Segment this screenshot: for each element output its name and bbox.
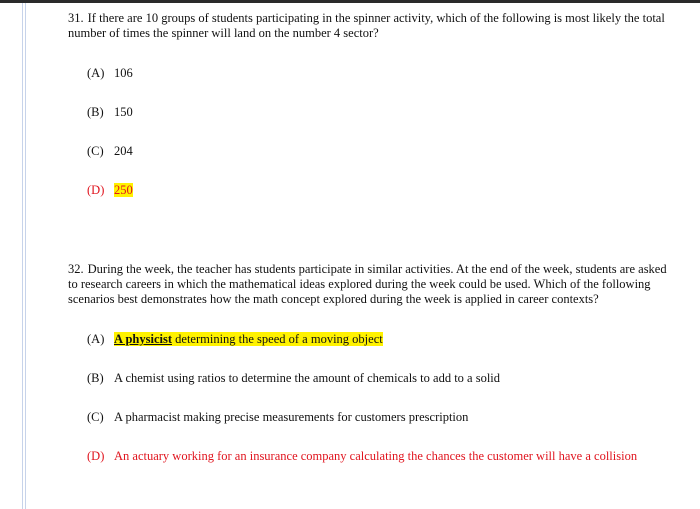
q31-option-d[interactable] — [87, 183, 133, 198]
question-32 — [68, 262, 668, 307]
q31-option-b-label: (B) — [87, 105, 104, 119]
q31-option-c-text: 204 — [114, 144, 133, 158]
q32-option-b-text: A chemist using ratios to determine the amount of chemicals to add to a solid — [114, 371, 501, 385]
q32-option-d-label: (D) — [87, 449, 105, 463]
q31-option-b-text: 150 — [114, 105, 133, 119]
question-32-number: 32. — [68, 262, 84, 276]
q32-option-a-text: determining the speed of a moving object — [172, 332, 383, 346]
q31-option-b[interactable] — [87, 105, 133, 120]
q32-option-b[interactable] — [87, 371, 500, 386]
q32-option-a[interactable] — [87, 332, 383, 347]
q31-option-a-label: (A) — [87, 66, 105, 80]
q32-option-a-text-wrap — [114, 332, 383, 346]
q32-option-a-highlight: A physicist — [114, 332, 173, 346]
question-31-number: 31. — [68, 11, 84, 25]
q32-option-d-text: An actuary working for an insurance company calculating the chances the customer will have a collision — [114, 449, 638, 463]
q31-option-c-label: (C) — [87, 144, 104, 158]
q32-option-b-label: (B) — [87, 371, 104, 385]
q32-option-a-label: (A) — [87, 332, 105, 346]
q31-option-a-text: 106 — [114, 66, 133, 80]
question-31 — [68, 11, 668, 41]
q31-option-a[interactable] — [87, 66, 133, 81]
left-margin-line-inner — [25, 3, 26, 509]
q31-option-d-label: (D) — [87, 183, 105, 197]
q31-option-c[interactable] — [87, 144, 133, 159]
question-32-text: During the week, the teacher has students participate in similar activities. At the end of the week, students are asked to research careers in which the mathematical ideas explored during the week could be used. Which of the following scenarios best demonstrates how the math concept explored during the week is applied in career contexts? — [68, 262, 667, 306]
question-31-text: If there are 10 groups of students participating in the spinner activity, which of the following is most likely the total number of times the spinner will land on the number 4 sector? — [68, 11, 665, 40]
question-32-stem — [68, 262, 668, 307]
q31-option-d-text: 250 — [114, 183, 133, 197]
left-margin-line — [22, 3, 23, 509]
q32-option-d[interactable] — [87, 449, 637, 464]
page-top-rule — [0, 0, 700, 3]
q32-option-c-text: A pharmacist making precise measurements for customers prescription — [114, 410, 469, 424]
q32-option-c-label: (C) — [87, 410, 104, 424]
question-31-stem — [68, 11, 668, 41]
q32-option-c[interactable] — [87, 410, 468, 425]
